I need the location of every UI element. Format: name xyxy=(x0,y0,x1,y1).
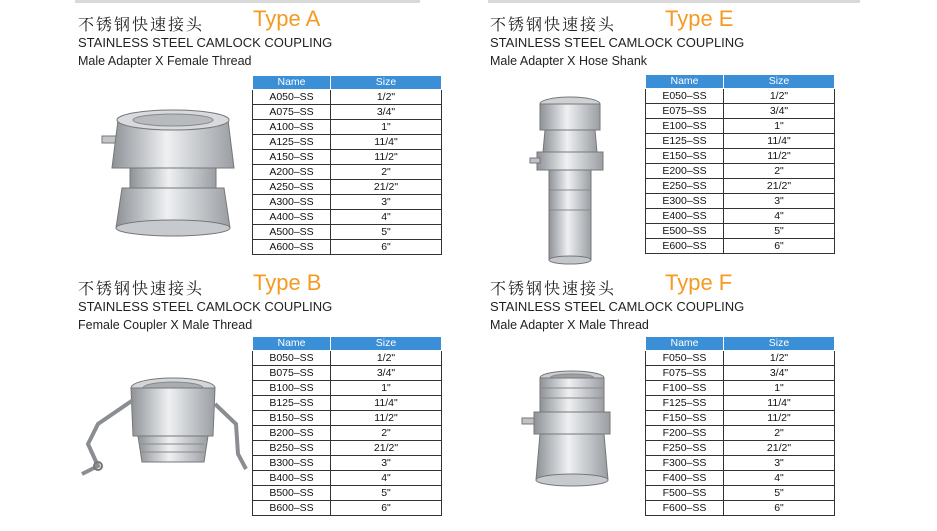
table-row xyxy=(253,240,442,255)
product-photo-type-e xyxy=(525,92,615,272)
cell-name: A250–SS xyxy=(253,180,331,195)
cell-name: F075–SS xyxy=(646,366,724,381)
cell-size: 6" xyxy=(724,239,835,254)
cell-name: B200–SS xyxy=(253,426,331,441)
cell-size: 3/4" xyxy=(724,366,835,381)
table-row xyxy=(253,105,442,120)
cell-name: A050–SS xyxy=(253,90,331,105)
en-title: STAINLESS STEEL CAMLOCK COUPLING xyxy=(78,299,333,314)
cell-name: E125–SS xyxy=(646,134,724,149)
header-name: Name xyxy=(253,76,331,90)
table-row xyxy=(253,195,442,210)
table-row xyxy=(646,89,835,104)
cell-name: F125–SS xyxy=(646,396,724,411)
cell-name: F300–SS xyxy=(646,456,724,471)
cn-title: 不锈钢快速接头 xyxy=(78,279,205,298)
cell-name: F600–SS xyxy=(646,501,724,516)
en-title: STAINLESS STEEL CAMLOCK COUPLING xyxy=(78,35,333,50)
cell-size: 11/4" xyxy=(724,134,835,149)
cell-name: F200–SS xyxy=(646,426,724,441)
cell-name: E500–SS xyxy=(646,224,724,239)
cell-size: 11/4" xyxy=(331,135,442,150)
header-name: Name xyxy=(253,337,331,351)
cell-name: A075–SS xyxy=(253,105,331,120)
table-header-row xyxy=(646,337,835,351)
cell-size: 1" xyxy=(331,120,442,135)
table-row xyxy=(253,150,442,165)
cell-size: 11/4" xyxy=(724,396,835,411)
cell-name: E200–SS xyxy=(646,164,724,179)
cell-name: E400–SS xyxy=(646,209,724,224)
cell-name: E300–SS xyxy=(646,194,724,209)
type-label: Type B xyxy=(253,270,322,295)
cell-size: 2" xyxy=(724,426,835,441)
table-row xyxy=(646,119,835,134)
table-row xyxy=(646,396,835,411)
table-row xyxy=(253,366,442,381)
description: Male Adapter X Female Thread xyxy=(78,54,252,68)
top-divider-right xyxy=(488,0,860,3)
cell-name: A400–SS xyxy=(253,210,331,225)
table-row xyxy=(646,134,835,149)
cell-name: B125–SS xyxy=(253,396,331,411)
en-title: STAINLESS STEEL CAMLOCK COUPLING xyxy=(490,299,745,314)
cell-size: 2" xyxy=(331,165,442,180)
table-row xyxy=(646,501,835,516)
cell-name: F050–SS xyxy=(646,351,724,366)
table-row xyxy=(646,411,835,426)
cell-name: B300–SS xyxy=(253,456,331,471)
cell-name: A600–SS xyxy=(253,240,331,255)
cell-size: 11/2" xyxy=(331,411,442,426)
cell-name: F150–SS xyxy=(646,411,724,426)
cell-name: B400–SS xyxy=(253,471,331,486)
cell-name: B100–SS xyxy=(253,381,331,396)
cell-name: A150–SS xyxy=(253,150,331,165)
cell-size: 3" xyxy=(724,456,835,471)
table-row xyxy=(646,351,835,366)
cell-size: 1/2" xyxy=(331,90,442,105)
table-row xyxy=(646,194,835,209)
cell-name: E050–SS xyxy=(646,89,724,104)
cell-size: 11/2" xyxy=(331,150,442,165)
cell-size: 5" xyxy=(724,486,835,501)
cell-size: 3/4" xyxy=(724,104,835,119)
type-label: Type A xyxy=(253,6,321,31)
header-size: Size xyxy=(724,75,835,89)
header-size: Size xyxy=(724,337,835,351)
spec-table-a xyxy=(252,75,442,255)
type-label: Type F xyxy=(665,270,733,295)
cell-size: 2" xyxy=(724,164,835,179)
cell-size: 1" xyxy=(331,381,442,396)
table-row xyxy=(253,165,442,180)
table-row xyxy=(646,239,835,254)
table-row xyxy=(646,149,835,164)
cell-name: A100–SS xyxy=(253,120,331,135)
section-type-f xyxy=(490,270,910,531)
spec-table-f xyxy=(645,336,835,516)
cell-size: 5" xyxy=(724,224,835,239)
cell-size: 1" xyxy=(724,381,835,396)
cell-name: B050–SS xyxy=(253,351,331,366)
cell-name: F100–SS xyxy=(646,381,724,396)
table-row xyxy=(646,381,835,396)
cell-size: 21/2" xyxy=(724,179,835,194)
table-row xyxy=(253,471,442,486)
table-row xyxy=(646,366,835,381)
top-divider-left xyxy=(75,0,420,3)
type-label: Type E xyxy=(665,6,734,31)
cell-size: 4" xyxy=(724,209,835,224)
cell-size: 1" xyxy=(724,119,835,134)
table-row xyxy=(646,209,835,224)
table-row xyxy=(646,164,835,179)
cell-size: 4" xyxy=(724,471,835,486)
table-row xyxy=(646,456,835,471)
cell-size: 6" xyxy=(331,240,442,255)
cell-name: F400–SS xyxy=(646,471,724,486)
cell-size: 3/4" xyxy=(331,366,442,381)
table-row xyxy=(253,351,442,366)
cn-title: 不锈钢快速接头 xyxy=(78,15,205,34)
cell-size: 3/4" xyxy=(331,105,442,120)
table-row xyxy=(253,135,442,150)
table-row xyxy=(253,90,442,105)
cell-name: E150–SS xyxy=(646,149,724,164)
table-row xyxy=(646,224,835,239)
cell-size: 5" xyxy=(331,486,442,501)
cell-name: B250–SS xyxy=(253,441,331,456)
cell-size: 3" xyxy=(331,456,442,471)
cell-size: 11/4" xyxy=(331,396,442,411)
header-size: Size xyxy=(331,337,442,351)
cell-name: A500–SS xyxy=(253,225,331,240)
cell-size: 1/2" xyxy=(724,351,835,366)
cell-size: 21/2" xyxy=(331,180,442,195)
cell-size: 1/2" xyxy=(724,89,835,104)
cell-size: 3" xyxy=(724,194,835,209)
cell-size: 1/2" xyxy=(331,351,442,366)
cell-size: 6" xyxy=(331,501,442,516)
cell-size: 11/2" xyxy=(724,411,835,426)
cell-size: 4" xyxy=(331,471,442,486)
table-row xyxy=(253,501,442,516)
section-type-a xyxy=(78,6,498,267)
cell-name: B150–SS xyxy=(253,411,331,426)
table-row xyxy=(253,426,442,441)
header-name: Name xyxy=(646,337,724,351)
table-row xyxy=(646,471,835,486)
cell-name: B500–SS xyxy=(253,486,331,501)
cell-name: E075–SS xyxy=(646,104,724,119)
en-title: STAINLESS STEEL CAMLOCK COUPLING xyxy=(490,35,745,50)
cell-name: F500–SS xyxy=(646,486,724,501)
table-row xyxy=(253,210,442,225)
table-row xyxy=(646,179,835,194)
description: Male Adapter X Male Thread xyxy=(490,318,649,332)
product-photo-type-a xyxy=(98,88,248,248)
cell-size: 4" xyxy=(331,210,442,225)
table-row xyxy=(253,180,442,195)
cell-name: E250–SS xyxy=(646,179,724,194)
table-row xyxy=(253,396,442,411)
spec-table-e xyxy=(645,74,835,254)
cell-size: 21/2" xyxy=(724,441,835,456)
table-header-row xyxy=(253,337,442,351)
table-row xyxy=(253,411,442,426)
table-row xyxy=(253,120,442,135)
cn-title: 不锈钢快速接头 xyxy=(490,279,617,298)
cell-size: 6" xyxy=(724,501,835,516)
cell-name: B075–SS xyxy=(253,366,331,381)
cell-size: 11/2" xyxy=(724,149,835,164)
table-header-row xyxy=(253,76,442,90)
table-row xyxy=(646,426,835,441)
header-name: Name xyxy=(646,75,724,89)
table-row xyxy=(253,486,442,501)
section-type-b xyxy=(78,270,498,531)
cell-size: 5" xyxy=(331,225,442,240)
table-row xyxy=(646,104,835,119)
cell-name: E600–SS xyxy=(646,239,724,254)
product-photo-type-f xyxy=(520,368,620,498)
cell-name: A200–SS xyxy=(253,165,331,180)
table-row xyxy=(253,225,442,240)
cell-size: 2" xyxy=(331,426,442,441)
header-size: Size xyxy=(331,76,442,90)
section-type-e xyxy=(490,6,910,267)
table-row xyxy=(253,441,442,456)
cell-size: 3" xyxy=(331,195,442,210)
cn-title: 不锈钢快速接头 xyxy=(490,15,617,34)
description: Male Adapter X Hose Shank xyxy=(490,54,648,68)
spec-table-b xyxy=(252,336,442,516)
cell-name: E100–SS xyxy=(646,119,724,134)
product-photo-type-b xyxy=(78,374,248,504)
cell-name: A300–SS xyxy=(253,195,331,210)
table-row xyxy=(646,486,835,501)
cell-name: A125–SS xyxy=(253,135,331,150)
cell-name: F250–SS xyxy=(646,441,724,456)
description: Female Coupler X Male Thread xyxy=(78,318,253,332)
cell-name: B600–SS xyxy=(253,501,331,516)
table-row xyxy=(646,441,835,456)
table-header-row xyxy=(646,75,835,89)
table-row xyxy=(253,381,442,396)
cell-size: 21/2" xyxy=(331,441,442,456)
table-row xyxy=(253,456,442,471)
